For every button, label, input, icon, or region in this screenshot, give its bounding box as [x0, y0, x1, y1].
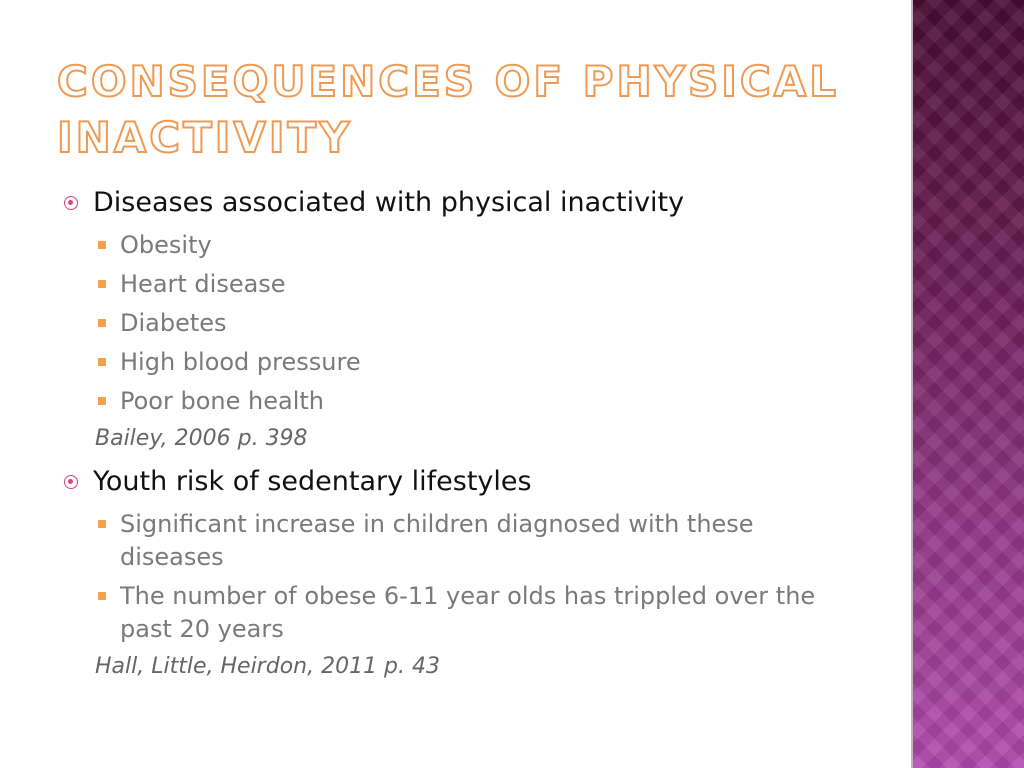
- square-bullet-icon: [98, 358, 106, 366]
- list-item: [60, 508, 860, 574]
- square-bullet-icon: [98, 280, 106, 288]
- list-item: [60, 268, 860, 301]
- citation: Hall, Little, Heirdon, 2011 p. 43: [95, 654, 441, 679]
- decorative-side-band: [913, 0, 1024, 768]
- list-item-text: Obesity: [120, 231, 212, 259]
- square-bullet-icon: [98, 592, 106, 600]
- square-bullet-icon: [98, 520, 106, 528]
- list-item-text: Heart disease: [120, 270, 286, 298]
- list-item-text: Diabetes: [120, 309, 227, 337]
- citation: Bailey, 2006 p. 398: [95, 426, 308, 451]
- target-bullet-icon: [64, 196, 78, 210]
- square-bullet-icon: [98, 241, 106, 249]
- youth-risk-list: [60, 508, 860, 646]
- list-item: [60, 346, 860, 379]
- list-item-text: Significant increase in children diagnosed with these diseases: [120, 510, 754, 571]
- list-item: [60, 385, 860, 418]
- square-bullet-icon: [98, 319, 106, 327]
- section-heading-text: Youth risk of sedentary lifestyles: [93, 466, 532, 497]
- slide-title: CONSEQUENCES OF PHYSICAL INACTIVITY: [57, 57, 839, 162]
- slide-body: [60, 183, 860, 682]
- square-bullet-icon: [98, 397, 106, 405]
- list-item: [60, 307, 860, 340]
- section-heading-text: Diseases associated with physical inactivity: [93, 187, 685, 218]
- list-item-text: Poor bone health: [120, 387, 324, 415]
- target-bullet-icon: [64, 475, 78, 489]
- list-item: [60, 229, 860, 262]
- list-item: [60, 580, 860, 646]
- list-item-text: High blood pressure: [120, 348, 361, 376]
- section-heading-diseases: [60, 183, 860, 223]
- section-heading-youth-risk: [60, 462, 860, 502]
- disease-list: [60, 229, 860, 418]
- list-item-text: The number of obese 6-11 year olds has trippled over the past 20 years: [120, 582, 816, 643]
